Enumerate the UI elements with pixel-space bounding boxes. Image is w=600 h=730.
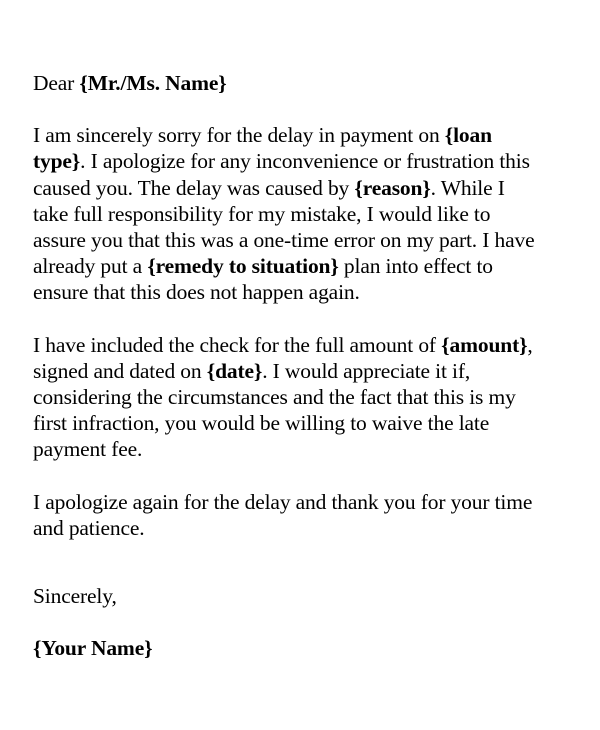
paragraph-2 xyxy=(33,332,573,463)
paragraph-1-line-3 xyxy=(33,175,573,201)
loan-type-placeholder: {loan xyxy=(444,123,492,148)
remedy-placeholder: {remedy to situation} xyxy=(147,254,339,279)
paragraph-3 xyxy=(33,489,573,541)
salutation xyxy=(33,70,573,96)
text-run: . While I xyxy=(430,175,505,200)
text-run: caused you. The delay was caused by xyxy=(33,175,355,200)
paragraph-2-line-1 xyxy=(33,332,573,358)
paragraph-1-line-1 xyxy=(33,122,573,148)
paragraph-gap xyxy=(33,463,573,489)
recipient-name-placeholder: {Mr./Ms. Name} xyxy=(79,71,227,95)
reason-placeholder: {reason} xyxy=(354,175,431,200)
paragraph-2-line-3: considering the circumstances and the fact that this is my xyxy=(33,385,516,410)
text-run: I have included the check for the full amount of xyxy=(33,332,442,357)
letter-body xyxy=(33,70,573,661)
date-placeholder: {date} xyxy=(206,358,263,383)
paragraph-1-line-7: ensure that this does not happen again. xyxy=(33,280,360,305)
paragraph-3-line-1: I apologize again for the delay and thank you for your time xyxy=(33,489,533,514)
text-run: , xyxy=(527,332,533,357)
loan-type-placeholder-end: type} xyxy=(33,149,81,174)
signature-gap xyxy=(33,609,573,635)
paragraph-3-line-2: and patience. xyxy=(33,515,145,540)
paragraph-1-line-6 xyxy=(33,253,573,279)
paragraph-gap xyxy=(33,96,573,122)
text-run: plan into effect to xyxy=(338,254,493,279)
paragraph-gap xyxy=(33,306,573,332)
paragraph-2-line-2 xyxy=(33,358,573,384)
paragraph-2-line-4: first infraction, you would be willing to waive the late xyxy=(33,411,490,436)
amount-placeholder: {amount} xyxy=(441,332,528,357)
paragraph-1 xyxy=(33,122,573,305)
text-run: I am sincerely sorry for the delay in payment on xyxy=(33,123,445,148)
signature-placeholder: {Your Name} xyxy=(33,636,153,661)
text-run: already put a xyxy=(33,254,148,279)
closing: Sincerely, xyxy=(33,584,117,609)
paragraph-1-line-5: assure you that this was a one-time error on my part. I have xyxy=(33,228,535,253)
text-run: . I would appreciate it if, xyxy=(262,358,471,383)
paragraph-2-line-5: payment fee. xyxy=(33,437,143,462)
closing-gap xyxy=(33,541,573,583)
paragraph-1-line-2 xyxy=(33,148,573,174)
text-run: . I apologize for any inconvenience or frustration this xyxy=(80,149,530,174)
paragraph-1-line-4: take full responsibility for my mistake, I would like to xyxy=(33,201,491,226)
salutation-prefix: Dear xyxy=(33,71,80,95)
text-run: signed and dated on xyxy=(33,358,207,383)
